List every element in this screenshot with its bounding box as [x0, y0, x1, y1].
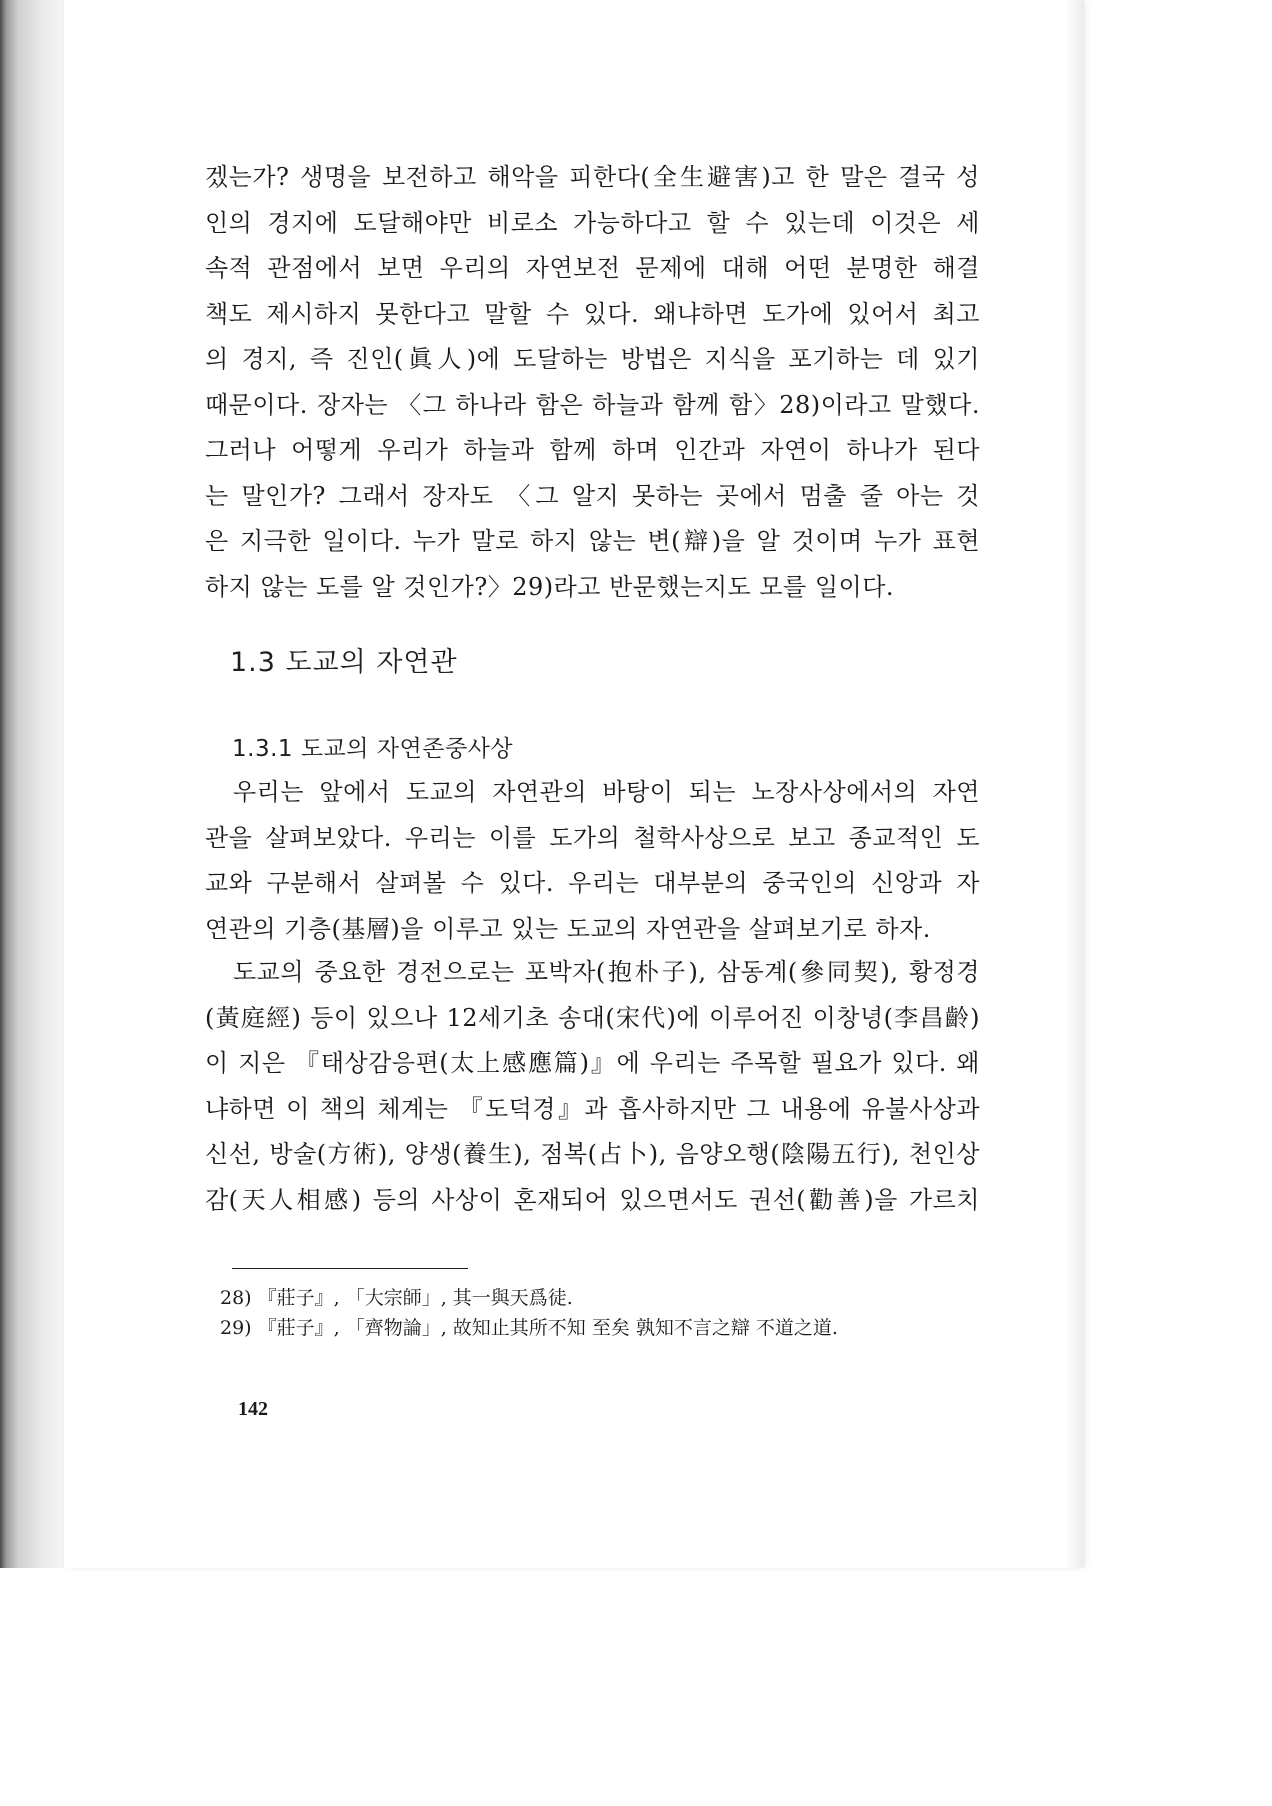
text-line: 교와 구분해서 살펴볼 수 있다. 우리는 대부분의 중국인의 신앙과 자: [205, 869, 980, 897]
text-line: 인의 경지에 도달해야만 비로소 가능하다고 할 수 있는데 이것은 세: [205, 208, 980, 237]
paragraph-1: [205, 155, 980, 610]
text-line: 연관의 기층(基層)을 이루고 있는 도교의 자연관을 살펴보기로 하자.: [205, 914, 931, 943]
text-line: 은 지극한 일이다. 누가 말로 하지 않는 변(辯)을 알 것이며 누가 표현: [205, 527, 980, 555]
text-line: 속적 관점에서 보면 우리의 자연보전 문제에 대해 어떤 분명한 해결: [205, 254, 980, 282]
text-line: 관을 살펴보았다. 우리는 이를 도가의 철학사상으로 보고 종교적인 도: [205, 823, 980, 852]
text-line: 하지 않는 도를 알 것인가?〉29)라고 반문했는지도 모를 일이다.: [205, 572, 895, 601]
paragraph-2: [205, 770, 980, 952]
subsection-heading: 1.3.1 도교의 자연존중사상: [232, 736, 514, 762]
book-spine-edge: [0, 0, 64, 1568]
text-line: 그러나 어떻게 우리가 하늘과 함께 하며 인간과 자연이 하나가 된다: [205, 436, 980, 464]
footnote-29: 29) 『莊子』, 「齊物論」, 故知止其所不知 至矣 孰知不言之辯 不道之道.: [220, 1317, 838, 1339]
text-line: 신선, 방술(方術), 양생(養生), 점복(占卜), 음양오행(陰陽五行), 천인상: [205, 1140, 980, 1168]
section-heading: 1.3 도교의 자연관: [230, 647, 458, 678]
text-line: 때문이다. 장자는 〈그 하나라 함은 하늘과 함께 함〉28)이라고 말했다.: [205, 390, 980, 419]
text-line: 냐하면 이 책의 체계는 『도덕경』과 흡사하지만 그 내용에 유불사상과: [205, 1094, 980, 1123]
text-line: 이 지은 『태상감응편(太上感應篇)』에 우리는 주목할 필요가 있다. 왜: [205, 1049, 980, 1077]
footnote-28: 28) 『莊子』, 「大宗師」, 其一與天爲徒.: [220, 1287, 573, 1309]
text-line: 우리는 앞에서 도교의 자연관의 바탕이 되는 노장사상에서의 자연: [233, 778, 980, 806]
footnotes: [220, 1283, 838, 1343]
text-line: 감(天人相感) 등의 사상이 혼재되어 있으면서도 권선(勸善)을 가르치: [205, 1185, 980, 1214]
text-line: (黃庭經) 등이 있으나 12세기초 송대(宋代)에 이루어진 이창녕(李昌齡): [205, 1003, 980, 1032]
page-right-edge: [1064, 0, 1084, 1568]
text-line: 겠는가? 생명을 보전하고 해악을 피한다(全生避害)고 한 말은 결국 성: [205, 163, 980, 191]
paragraph-3: [205, 950, 980, 1223]
footnote-divider: [232, 1268, 468, 1269]
text-line: 책도 제시하지 못한다고 말할 수 있다. 왜냐하면 도가에 있어서 최고: [205, 299, 980, 328]
text-line: 는 말인가? 그래서 장자도 〈그 알지 못하는 곳에서 멈출 줄 아는 것: [205, 481, 980, 510]
page-number: 142: [238, 1398, 268, 1420]
text-line: 의 경지, 즉 진인(眞人)에 도달하는 방법은 지식을 포기하는 데 있기: [205, 345, 980, 373]
text-line: 도교의 중요한 경전으로는 포박자(抱朴子), 삼동계(參同契), 황정경: [233, 958, 980, 986]
